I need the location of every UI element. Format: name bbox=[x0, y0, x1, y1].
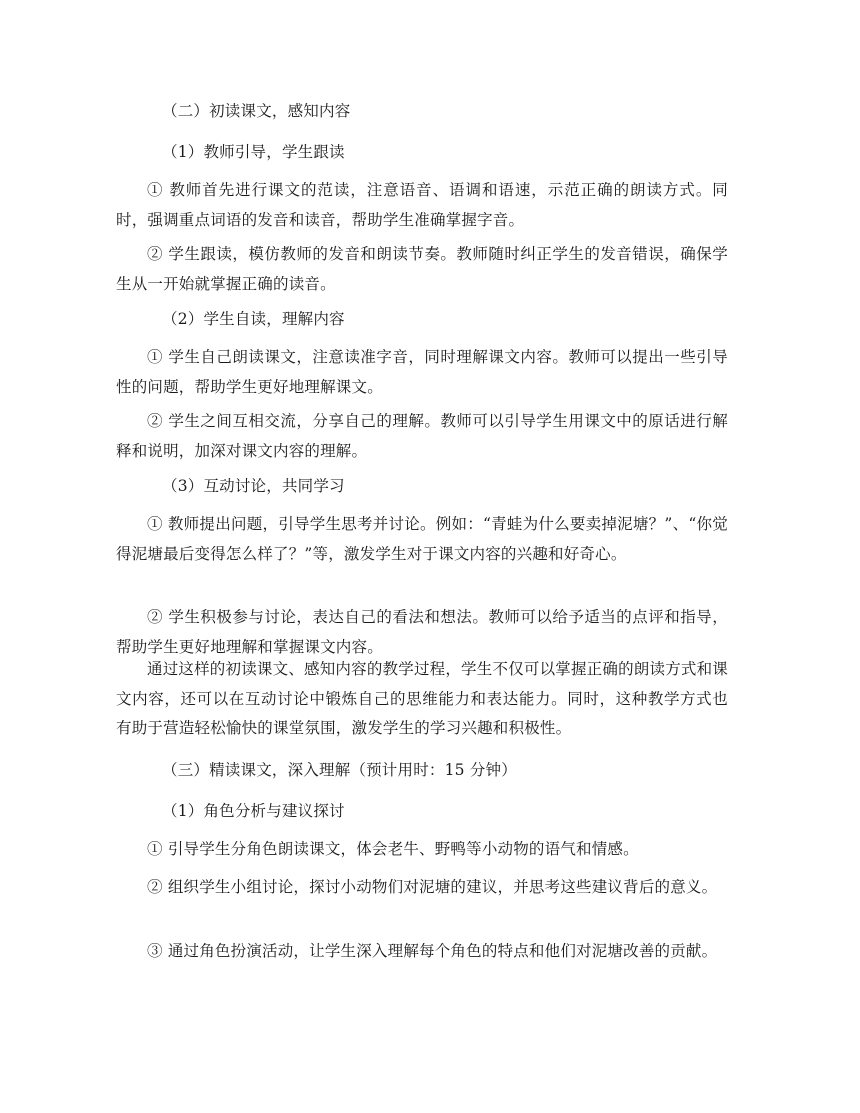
paragraph-item: ② 组织学生小组讨论，探讨小动物们对泥塘的建议，并思考这些建议背后的意义。 bbox=[147, 878, 718, 896]
subsection-heading-2: （2）学生自读，理解内容 bbox=[162, 310, 345, 328]
paragraph-item: ① 教师首先进行课文的范读，注意语音、语调和语速，示范正确的朗读方式。同时，强调重点词语的发音和读音，帮助学生准确掌握字音。 bbox=[116, 181, 728, 229]
paragraph-item: ① 学生自己朗读课文，注意读准字音，同时理解课文内容。教师可以提出一些引导性的问题，帮助学生更好地理解课文。 bbox=[116, 348, 728, 396]
paragraph-item: ② 学生积极参与讨论，表达自己的看法和想法。教师可以给予适当的点评和指导，帮助学生更好地理解和掌握课文内容。 bbox=[116, 608, 728, 656]
paragraph-item: ③ 通过角色扮演活动，让学生深入理解每个角色的特点和他们对泥塘改善的贡献。 bbox=[147, 942, 718, 960]
summary-paragraph: 通过这样的初读课文、感知内容的教学过程，学生不仅可以掌握正确的朗读方式和课文内容，还可以在互动讨论中锻炼自己的思维能力和表达能力。同时，这种教学方式也有助于营造轻松愉快的课堂氛围，激发学生的学习兴趣和积极性。 bbox=[116, 660, 728, 737]
paragraph-item: ② 学生跟读，模仿教师的发音和朗读节奏。教师随时纠正学生的发音错误，确保学生从一开始就掌握正确的读音。 bbox=[116, 245, 728, 293]
section-heading-2: （二）初读课文，感知内容 bbox=[162, 102, 351, 120]
subsection-heading-3: （3）互动讨论，共同学习 bbox=[162, 477, 345, 495]
paragraph-item: ② 学生之间互相交流，分享自己的理解。教师可以引导学生用课文中的原话进行解释和说明，加深对课文内容的理解。 bbox=[116, 412, 728, 460]
paragraph-item: ① 引导学生分角色朗读课文，体会老牛、野鸭等小动物的语气和情感。 bbox=[147, 840, 639, 858]
section-heading-3: （三）精读课文，深入理解（预计用时：15 分钟） bbox=[162, 761, 517, 779]
paragraph-item: ① 教师提出问题，引导学生思考并讨论。例如：“青蛙为什么要卖掉泥塘？”、“你觉得泥塘最后变得怎么样了？”等，激发学生对于课文内容的兴趣和好奇心。 bbox=[116, 515, 728, 563]
subsection-heading-1: （1）教师引导，学生跟读 bbox=[162, 143, 345, 161]
subsection-heading-1b: （1）角色分析与建议探讨 bbox=[162, 802, 345, 820]
